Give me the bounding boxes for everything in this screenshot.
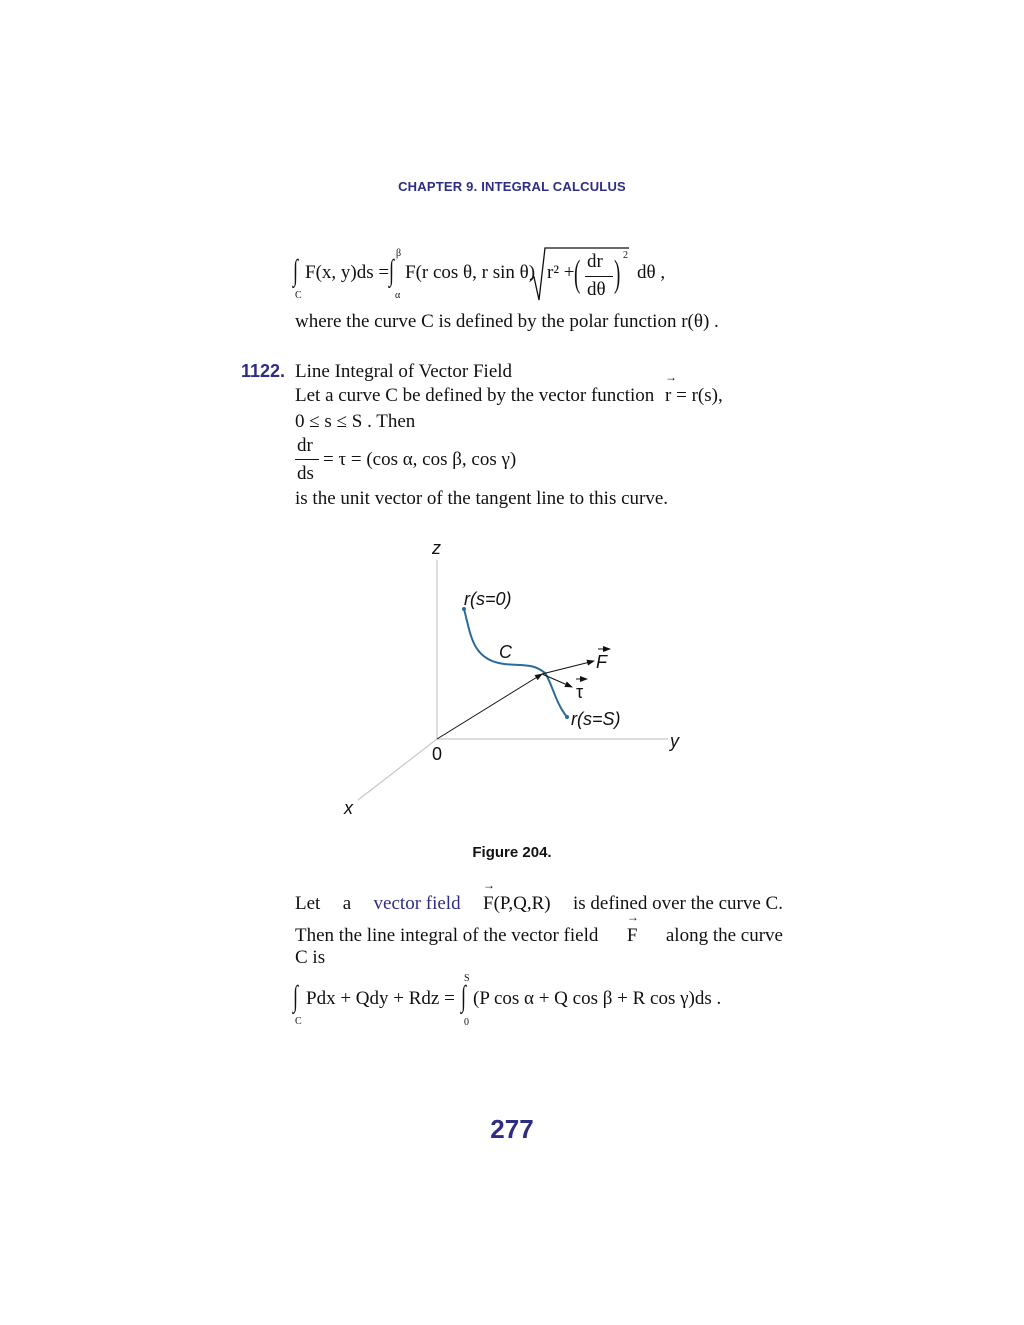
polar-line-integral-formula (293, 246, 673, 306)
tangent-vector-formula (295, 434, 535, 486)
integral-sign: ∫ (293, 980, 298, 1013)
integral-sign: ∫ (389, 254, 394, 287)
tangent-vector-tau (542, 674, 572, 687)
vector-f: → F (627, 924, 638, 948)
paren-close: ) (614, 253, 621, 295)
tau-equation: = τ = (cos α, cos β, cos γ) (323, 449, 517, 470)
vector-line-integral-formula (293, 972, 733, 1032)
field-vector-f (542, 661, 594, 674)
start-label: r(s=0) (464, 589, 512, 609)
vector-field-line1 (295, 892, 783, 916)
integral-sign: ∫ (461, 980, 466, 1013)
upper-limit-beta: β (396, 248, 402, 259)
integrand: F(r cos θ, r sin θ) (405, 262, 536, 283)
curve-label: C (499, 642, 512, 662)
origin-label: 0 (432, 744, 443, 764)
position-vector (437, 674, 542, 739)
fraction-bar (295, 459, 319, 460)
z-axis-label: z (432, 538, 441, 558)
lhs-expression: F(x, y)ds = (305, 262, 390, 283)
field-args: (P,Q,R) (493, 893, 551, 914)
line1-rest: is defined over the curve C. (572, 893, 783, 914)
y-axis-label: y (670, 731, 679, 751)
section-number: 1122. (241, 361, 286, 381)
polar-note: where the curve C is defined by the polar function r(θ) . (295, 311, 719, 332)
curve-c (464, 609, 567, 717)
vector-field-link[interactable]: vector field (373, 893, 461, 914)
section-line1 (295, 384, 723, 408)
running-header: CHAPTER 9. INTEGRAL CALCULUS (398, 179, 626, 194)
line2-end: along the curve (665, 925, 783, 946)
frac-numerator: dr (297, 435, 313, 456)
lhs-expression: Pdx + Qdy + Rdz = (306, 988, 455, 1009)
sqrt-term: r² + (547, 262, 575, 283)
end-point (565, 715, 569, 719)
section-title: Line Integral of Vector Field (295, 361, 513, 382)
lower-limit-c: C (295, 1016, 302, 1027)
lower-limit-c: C (295, 290, 302, 301)
section-line4: is the unit vector of the tangent line to this curve. (295, 488, 669, 509)
line1-math: = r(s), (676, 385, 723, 406)
frac-denominator: ds (297, 463, 314, 484)
paren-open: ( (574, 253, 581, 295)
eq1-tail: dθ , (637, 262, 666, 283)
line1-text: Let a curve C be defined by the vector function (295, 385, 655, 406)
frac-numerator: dr (587, 251, 603, 272)
integral-sign: ∫ (293, 254, 298, 287)
vector-field-line3: C is (295, 947, 326, 968)
line2-start: Then the line integral of the vector field (295, 925, 599, 946)
figure-caption: Figure 204. (472, 844, 552, 861)
x-axis-label: x (344, 798, 353, 818)
lower-limit-alpha: α (395, 290, 401, 301)
f-label: F (596, 652, 607, 672)
page-number: 277 (490, 1114, 534, 1144)
section-line2: 0 ≤ s ≤ S . Then (295, 411, 416, 432)
rhs-expression: (P cos α + Q cos β + R cos γ)ds . (473, 988, 722, 1009)
vector-f: → F (483, 892, 494, 916)
frac-denominator: dθ (587, 279, 606, 300)
lower-limit-zero: 0 (464, 1017, 469, 1028)
x-axis (358, 739, 437, 800)
fraction-bar (585, 276, 613, 277)
word-a: a (342, 893, 352, 914)
end-label: r(s=S) (571, 709, 621, 729)
exponent: 2 (623, 250, 628, 261)
upper-limit-s: S (464, 973, 470, 984)
vector-r: → r (665, 384, 671, 408)
vector-field-line2 (295, 924, 783, 948)
word-let: Let (295, 893, 321, 914)
tau-label: τ (576, 682, 584, 702)
figure-204 (330, 530, 710, 830)
